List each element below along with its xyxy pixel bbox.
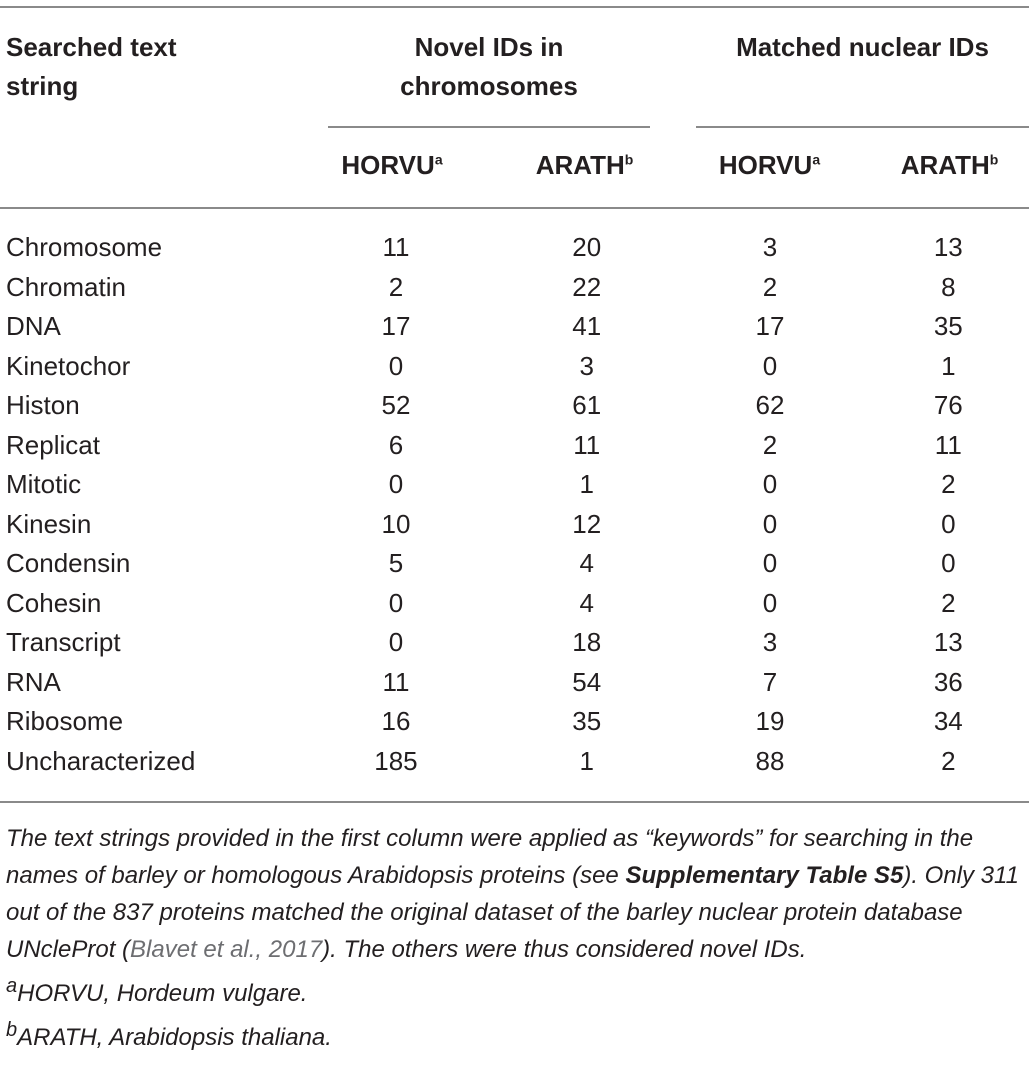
novel-arath-cell: 54 <box>572 666 602 697</box>
novel-arath-cell: 11 <box>573 429 601 460</box>
novel-horvu-cell: 5 <box>388 548 404 578</box>
search-term-cell: Ribosome <box>6 706 124 736</box>
novel-arath-cell: 35 <box>572 706 602 736</box>
search-term-cell: Transcript <box>6 627 121 657</box>
novel-horvu-cell: 52 <box>381 390 411 420</box>
table-row <box>0 228 1035 268</box>
search-term-cell: Kinetochor <box>6 350 131 381</box>
matched-horvu-cell: 19 <box>755 706 785 736</box>
table-footnote <box>6 820 1028 1056</box>
novel-horvu-cell: 11 <box>382 666 410 697</box>
matched-horvu-cell: 0 <box>762 548 778 578</box>
matched-arath-cell: 11 <box>934 429 962 460</box>
matched-horvu-cell: 88 <box>755 745 785 776</box>
novel-arath-cell: 18 <box>572 627 602 657</box>
matched-arath-cell: 13 <box>933 627 963 657</box>
table-row <box>0 426 1035 466</box>
matched-horvu-cell: 17 <box>755 311 785 341</box>
footnote-text-1: The text strings provided in the first column were applied as “keywords” for searching in the names of barley or homologous Arabidopsis proteins (see <box>6 825 974 889</box>
footnote-citation-link[interactable]: Blavet et al., 2017 <box>130 936 323 963</box>
novel-arath-cell: 4 <box>579 548 594 578</box>
subheader-arath-matched <box>862 146 1035 185</box>
matched-arath-cell: 13 <box>933 232 963 262</box>
matched-horvu-cell: 0 <box>762 469 778 499</box>
novel-horvu-cell: 185 <box>374 745 418 776</box>
matched-horvu-cell: 0 <box>762 350 778 381</box>
table-row <box>0 386 1035 426</box>
novel-arath-cell: 3 <box>579 350 594 381</box>
table-row <box>0 347 1035 387</box>
matched-arath-cell: 76 <box>933 390 963 420</box>
novel-arath-cell: 12 <box>572 508 602 539</box>
group-matched-ids-rule <box>696 126 1029 128</box>
subheader-label: ARATH <box>535 150 625 180</box>
search-term-cell: Chromosome <box>6 232 163 262</box>
matched-arath-cell: 1 <box>941 350 956 381</box>
matched-horvu-cell: 3 <box>762 232 778 262</box>
matched-horvu-cell: 3 <box>762 627 778 657</box>
matched-horvu-cell: 2 <box>762 271 778 302</box>
subheader-sup: b <box>989 151 999 168</box>
matched-arath-cell: 0 <box>941 508 956 539</box>
subheader-arath-novel <box>492 146 677 185</box>
novel-arath-cell: 1 <box>579 469 594 499</box>
matched-arath-cell: 35 <box>933 311 963 341</box>
novel-horvu-cell: 11 <box>382 232 410 262</box>
header-searched-text-line2: string <box>6 71 79 101</box>
footnote-a <box>6 968 1028 1012</box>
subheader-horvu-matched <box>677 146 862 185</box>
subheader-label: HORVU <box>718 150 813 180</box>
novel-arath-cell: 61 <box>572 390 602 420</box>
header-group-matched-nuclear-ids-label: Matched nuclear IDs <box>736 32 989 62</box>
table-bottom-rule <box>0 801 1029 803</box>
header-searched-text <box>6 28 177 106</box>
novel-horvu-cell: 0 <box>388 627 404 657</box>
novel-arath-cell: 4 <box>579 587 594 618</box>
footnote-main <box>6 820 1028 968</box>
table-row <box>0 623 1035 663</box>
matched-horvu-cell: 2 <box>762 429 778 460</box>
novel-horvu-cell: 0 <box>388 469 404 499</box>
header-bottom-rule <box>0 207 1029 209</box>
matched-arath-cell: 0 <box>941 548 956 578</box>
search-term-cell: RNA <box>6 666 61 697</box>
search-term-cell: Cohesin <box>6 587 102 618</box>
table-row <box>0 742 1035 782</box>
search-term-cell: Replicat <box>6 429 100 460</box>
matched-arath-cell: 34 <box>933 706 963 736</box>
matched-horvu-cell: 62 <box>755 390 785 420</box>
table-row <box>0 544 1035 584</box>
novel-arath-cell: 20 <box>572 232 602 262</box>
search-term-cell: Kinesin <box>6 508 92 539</box>
matched-horvu-cell: 7 <box>762 666 778 697</box>
novel-horvu-cell: 6 <box>388 429 404 460</box>
novel-arath-cell: 1 <box>579 745 594 776</box>
table-row <box>0 465 1035 505</box>
data-table <box>0 228 1035 781</box>
table-row <box>0 307 1035 347</box>
matched-horvu-cell: 0 <box>762 508 778 539</box>
subheader-label: HORVU <box>341 150 435 180</box>
header-group-novel-ids-line2: chromosomes <box>400 71 578 101</box>
search-term-cell: Histon <box>6 390 80 420</box>
subheader-horvu-novel <box>292 146 492 185</box>
subheader-sup: a <box>434 151 443 168</box>
table-row <box>0 663 1035 703</box>
novel-horvu-cell: 2 <box>388 271 404 302</box>
novel-horvu-cell: 0 <box>388 587 404 618</box>
novel-horvu-cell: 10 <box>381 508 411 539</box>
search-term-cell: Chromatin <box>6 271 126 302</box>
header-searched-text-line1: Searched text <box>6 32 177 62</box>
search-term-cell: DNA <box>6 311 61 341</box>
matched-arath-cell: 8 <box>941 271 956 302</box>
table-row <box>0 584 1035 624</box>
matched-arath-cell: 2 <box>941 469 956 499</box>
footnote-b <box>6 1012 1028 1056</box>
footnote-text-2: ). Only 311 out of the 837 proteins matched the original dataset of the barley nuclear protein database UNcleProt ( <box>6 862 1019 963</box>
footnote-b-marker: b <box>6 1019 18 1041</box>
subheader-sup: a <box>812 151 821 168</box>
table-row <box>0 268 1035 308</box>
search-term-cell: Condensin <box>6 548 131 578</box>
subheader-label: ARATH <box>900 150 990 180</box>
matched-arath-cell: 2 <box>941 745 956 776</box>
footnote-text-3: ). The others were thus considered novel IDs. <box>322 936 807 963</box>
footnote-supplementary-link[interactable]: Supplementary Table S5 <box>625 862 904 889</box>
subheader-sup: b <box>624 151 634 168</box>
matched-horvu-cell: 0 <box>762 587 778 618</box>
table-row <box>0 505 1035 545</box>
footnote-a-text: HORVU, Hordeum vulgare. <box>17 980 308 1007</box>
novel-horvu-cell: 17 <box>381 311 411 341</box>
matched-arath-cell: 2 <box>941 587 956 618</box>
novel-arath-cell: 22 <box>572 271 602 302</box>
footnote-b-text: ARATH, Arabidopsis thaliana. <box>17 1024 332 1051</box>
search-term-cell: Mitotic <box>6 469 82 499</box>
header-group-novel-ids-line1: Novel IDs in <box>414 32 564 62</box>
novel-arath-cell: 41 <box>572 311 602 341</box>
novel-horvu-cell: 16 <box>381 706 411 736</box>
header-group-novel-ids <box>328 28 650 106</box>
search-term-cell: Uncharacterized <box>6 745 196 776</box>
header-group-matched-nuclear-ids <box>696 28 1029 67</box>
table-top-rule <box>0 6 1029 8</box>
table-row <box>0 702 1035 742</box>
matched-arath-cell: 36 <box>933 666 963 697</box>
group-novel-ids-rule <box>328 126 650 128</box>
novel-horvu-cell: 0 <box>388 350 404 381</box>
footnote-a-marker: a <box>6 975 18 997</box>
table-body <box>0 228 1035 781</box>
